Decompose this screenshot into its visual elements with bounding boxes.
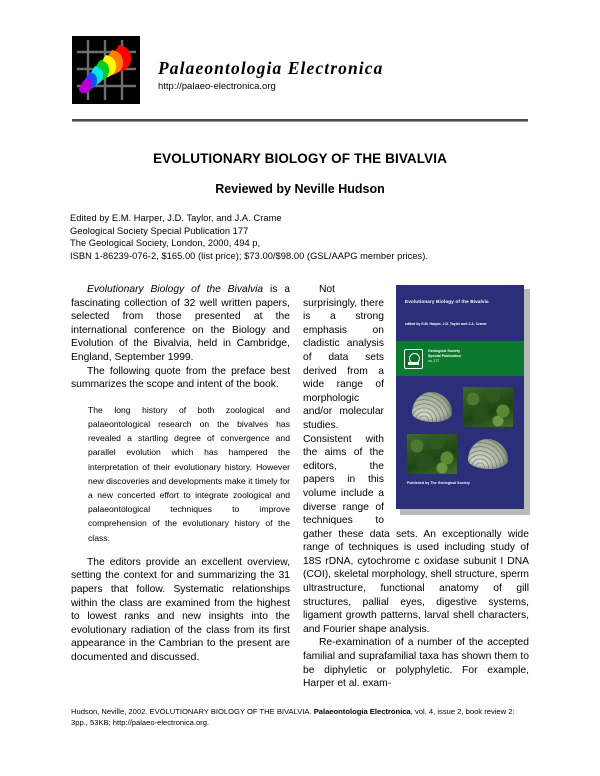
paragraph-reexamination: Re-examination of a number of the accepted familial and suprafamilial taxa has shown them to be diphyletic or polyphyletic. For example, Harper et al. exam- bbox=[303, 637, 529, 690]
biblio-editors: Edited by E.M. Harper, J.D. Taylor, and J.A. Crame bbox=[70, 213, 282, 223]
book-title-italic: Evolutionary Biology of the Bivalvia bbox=[87, 284, 264, 295]
body-column-left bbox=[71, 283, 290, 665]
biblio-series: Geological Society Special Publication 177 bbox=[70, 225, 249, 236]
series-line-3: no. 177 bbox=[428, 359, 439, 364]
citation-part-1: Hudson, Neville, 2002. EVOLUTIONARY BIOLOGY OF THE BIVALVIA. bbox=[71, 707, 314, 716]
book-cover-publisher: Published by The Geological Society bbox=[407, 481, 470, 485]
book-cover-green-band bbox=[396, 341, 524, 376]
journal-title: Palaeontologia Electronica bbox=[158, 58, 384, 78]
citation-journal-name: Palaeontologia Electronica bbox=[313, 707, 411, 716]
book-cover-editors: edited by E.M. Harper, J.D. Taylor and J.A. Crame bbox=[405, 322, 487, 326]
cover-photo-moss-bottom-left bbox=[407, 434, 457, 474]
series-line-1: Geological Society bbox=[428, 349, 461, 353]
geological-society-logo-icon bbox=[404, 349, 423, 369]
book-cover-image bbox=[396, 285, 530, 515]
biblio-isbn: ISBN 1-86239-076-2, $165.00 (list price); $73.00/$98.00 (GSL/AAPG member prices). bbox=[70, 250, 429, 261]
book-cover-front bbox=[396, 285, 524, 509]
book-cover-photo-grid bbox=[407, 387, 513, 475]
masthead bbox=[72, 36, 528, 108]
citation-part-2: , vol. 4, issue 2, book review 2: 3pp., 53KB; http://palaeo-electronica.org. bbox=[71, 707, 515, 727]
paragraph-cladistic: Not surprisingly, there is a strong emphasis on cladistic analysis of data sets derived from a wide range of morphologic and/or molecular studies. Consistent with the aims of the editors, the papers in this volume include a diverse range of techniques to gather these data sets. An exceptionally wide range of techniques is used including study of 18S rDNA, cytochrome c oxidase subunit I DNA (COI), skeletal morphology, shell structure, sperm ultrastructure, functional anatomy of gill structures, pallial eyes, digestive systems, ligament growth patterns, larval shell characters, and Fourier shape analysis. bbox=[303, 284, 529, 635]
bibliographic-info bbox=[70, 212, 530, 262]
cover-photo-shell-bottom-right bbox=[463, 434, 513, 474]
series-line-2: Special Publication bbox=[428, 354, 461, 359]
biblio-publisher: The Geological Society, London, 2000, 494 p, bbox=[70, 238, 261, 249]
page-subtitle: Reviewed by Neville Hudson bbox=[215, 182, 385, 196]
cover-photo-moss-top-right bbox=[463, 387, 513, 427]
paragraph-quote-lead: The following quote from the preface best summarizes the scope and intent of the book. bbox=[71, 365, 290, 391]
palaeontologia-electronica-logo bbox=[72, 36, 140, 104]
footer-citation bbox=[71, 706, 529, 728]
cover-photo-shell-top-left bbox=[407, 387, 457, 427]
paragraph-editors-overview: The editors provide an excellent overview, setting the context for and summarizing the 31 papers that follow. Systematic relationships within the class are examined from the highest to lowest ranks and new insights into the evolutionary radiation of the class from its first appearance in the Cambrian to the present are documented and discussed. bbox=[71, 556, 290, 663]
journal-url[interactable]: http://palaeo-electronica.org bbox=[158, 81, 276, 92]
paragraph-intro-rest: is a fascinating collection of 32 well written papers, selected from those presented at the international conference on the Biology and Evolution of the Bivalvia, held in Cambridge, England, September 1999. bbox=[71, 284, 290, 363]
blockquote-preface bbox=[71, 403, 290, 545]
book-cover-title: Evolutionary Biology of the Bivalvia bbox=[405, 299, 489, 304]
book-cover-series-text bbox=[428, 349, 514, 365]
paragraph-intro bbox=[71, 283, 290, 365]
masthead-text bbox=[158, 58, 383, 93]
page-title: EVOLUTIONARY BIOLOGY OF THE BIVALVIA bbox=[153, 151, 447, 166]
blockquote-text: The long history of both zoological and palaeontological research on the bivalves has revealed a startling degree of convergence and parallel evolution which has hampered the interpretation of their evolutionary history. However new discoveries and developments make it timely for a new concerted effort to integrate zoological and palaeontological techniques to improve comprehension of the evolutionary history of the class. bbox=[88, 404, 290, 543]
masthead-divider bbox=[72, 119, 528, 122]
